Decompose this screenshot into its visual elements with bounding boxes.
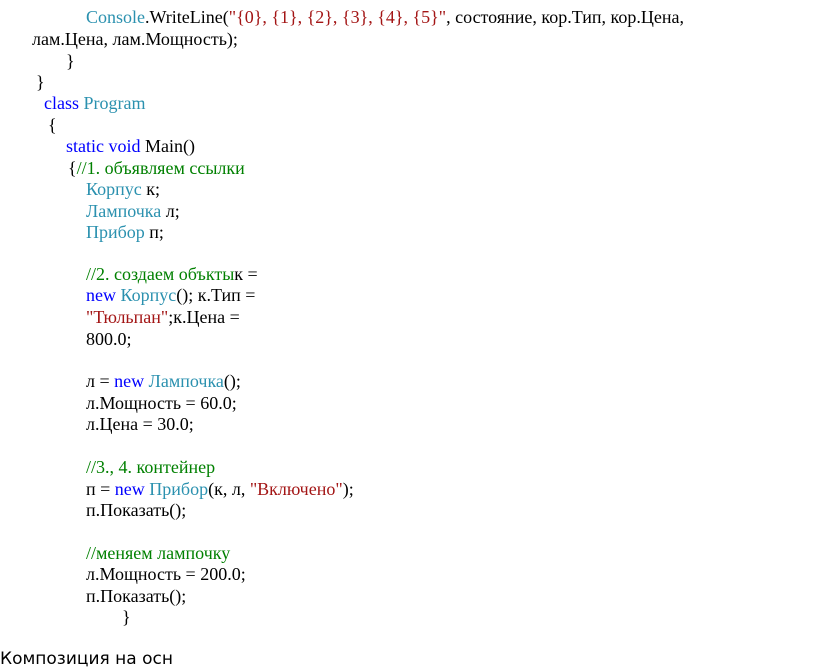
code-line bbox=[86, 585, 186, 607]
keyword-token: class bbox=[44, 93, 79, 113]
code-text: л.Цена = 30.0; bbox=[86, 414, 194, 434]
comment-token: //3., 4. контейнер bbox=[86, 457, 216, 477]
keyword-token: void bbox=[108, 136, 141, 156]
code-line bbox=[44, 92, 146, 114]
type-token: Лампочка bbox=[148, 371, 224, 391]
code-line bbox=[86, 178, 160, 200]
code-line bbox=[86, 456, 215, 478]
code-text: , состояние, кор.Тип, кор.Цена, bbox=[446, 7, 684, 27]
type-token: Лампочка bbox=[86, 201, 162, 221]
code-line bbox=[86, 392, 237, 414]
code-line bbox=[86, 306, 240, 328]
code-text: } bbox=[122, 607, 131, 627]
code-line bbox=[86, 478, 354, 500]
code-text: п = bbox=[86, 479, 115, 499]
code-text: { bbox=[48, 115, 57, 135]
code-text: { bbox=[68, 158, 77, 178]
code-line bbox=[86, 263, 258, 285]
code-text: (к, л, bbox=[208, 479, 250, 499]
code-text: л.Мощность = 60.0; bbox=[86, 393, 237, 413]
code-text: л.Мощность = 200.0; bbox=[86, 564, 246, 584]
code-text: .WriteLine( bbox=[145, 7, 229, 27]
code-text: п.Показать(); bbox=[86, 586, 187, 606]
type-token: Прибор bbox=[86, 222, 145, 242]
keyword-token: new bbox=[86, 285, 116, 305]
code-text: п; bbox=[144, 222, 164, 242]
code-line bbox=[86, 542, 230, 564]
type-token: Console bbox=[86, 7, 146, 27]
code-line bbox=[68, 157, 245, 179]
code-line bbox=[86, 499, 186, 521]
code-text: к; bbox=[141, 179, 160, 199]
string-token: "Включено" bbox=[249, 479, 343, 499]
code-text: 800.0; bbox=[86, 329, 132, 349]
code-text: л; bbox=[161, 201, 180, 221]
footer-caption: Композиция на осн bbox=[0, 649, 173, 669]
code-text: ;к.Цена = bbox=[168, 307, 240, 327]
keyword-token: static bbox=[66, 136, 104, 156]
code-text: } bbox=[66, 51, 75, 71]
type-token: Корпус bbox=[86, 179, 142, 199]
comment-token: //меняем лампочку bbox=[86, 543, 231, 563]
code-line bbox=[86, 413, 194, 435]
code-line bbox=[86, 370, 241, 392]
code-line bbox=[66, 135, 195, 157]
keyword-token: new bbox=[114, 371, 145, 391]
code-line bbox=[36, 71, 45, 93]
type-token: Прибор bbox=[149, 479, 209, 499]
code-text: } bbox=[36, 72, 45, 92]
code-text: Main() bbox=[140, 136, 195, 156]
code-line bbox=[86, 200, 180, 222]
code-text: ); bbox=[342, 479, 354, 499]
code-line bbox=[32, 28, 238, 50]
code-line bbox=[86, 284, 255, 306]
code-line bbox=[86, 328, 132, 350]
code-text: лам.Цена, лам.Мощность); bbox=[32, 29, 238, 49]
code-line bbox=[48, 114, 57, 136]
keyword-token: new bbox=[114, 479, 145, 499]
comment-token: //1. объявляем ссылки bbox=[76, 158, 245, 178]
code-text: (); к.Тип = bbox=[176, 285, 256, 305]
string-token: "{0}, {1}, {2}, {3}, {4}, {5}" bbox=[228, 7, 447, 27]
code-line bbox=[86, 6, 684, 28]
string-token: "Тюльпан" bbox=[86, 307, 169, 327]
code-line bbox=[86, 563, 246, 585]
type-token: Program bbox=[83, 93, 146, 113]
code-text: л = bbox=[86, 371, 115, 391]
code-text: п.Показать(); bbox=[86, 500, 187, 520]
code-text: к = bbox=[234, 264, 258, 284]
comment-token: //2. создаем объкты bbox=[86, 264, 235, 284]
code-line bbox=[86, 221, 164, 243]
type-token: Корпус bbox=[120, 285, 177, 305]
code-line bbox=[122, 606, 131, 628]
code-text: (); bbox=[223, 371, 241, 391]
code-line bbox=[66, 50, 75, 72]
